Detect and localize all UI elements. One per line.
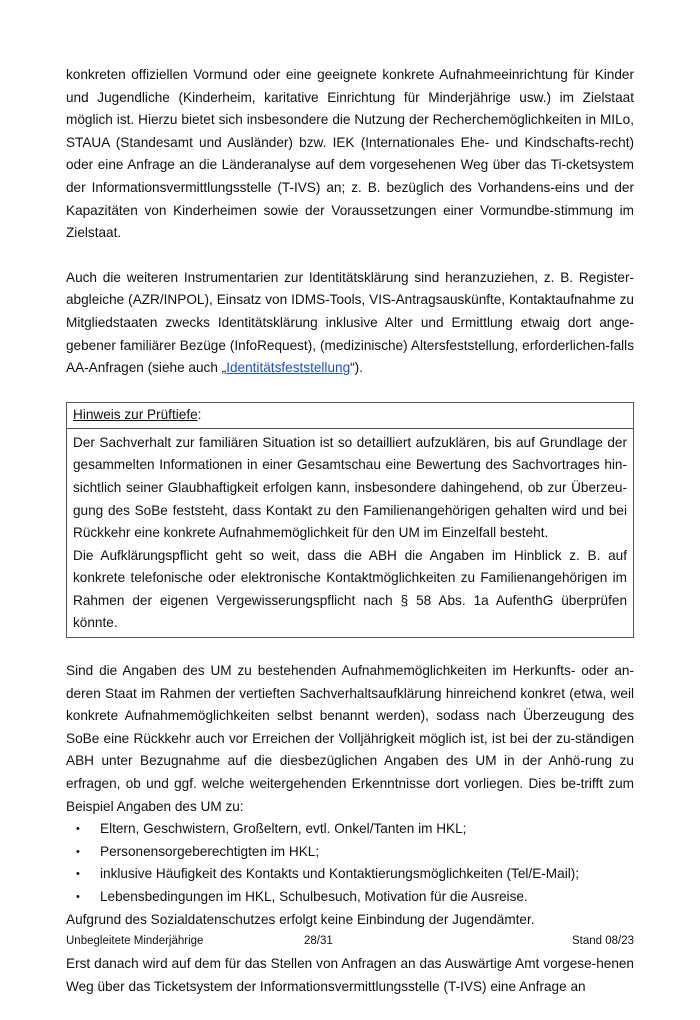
list-item-text: Lebensbedingungen im HKL, Schulbesuch, Motivation für die Ausreise. [100, 889, 528, 904]
hint-box-title: Hinweis zur Prüftiefe [73, 406, 198, 422]
paragraph-vormund: konkreten offiziellen Vormund oder eine geeignete konkrete Aufnahmeeinrichtung für Kinder und Jugendliche (Kinderheim, karitative Einrichtung für Minderjährige usw.) im Zielstaat möglich ist. Hierzu bietet sich insbesondere die Nutzung der Recherchemöglichkeiten in MILo, STAUA (Standesamt und Ausländer) bzw. IEK (Internationales Ehe- und Kindschafts-recht) oder eine Anfrage an die Länderanalyse auf dem vorgesehenen Weg über das Ti-cketsystem der Informationsvermittlungsstelle (T-IVS) an; z. B. bezüglich des Vorhandens-eins und der Kapazitäten von Kinderheimen sowie der Voraussetzungen einer Vormundbe-stimmung im Zielstaat. [66, 67, 634, 241]
footer-page-number: 28/31 [304, 935, 333, 947]
paragraph-identity [66, 267, 634, 380]
paragraph-identity-text: Auch die weiteren Instrumentarien zur Identitätsklärung sind heranzuziehen, z. B. Register-abgleiche (AZR/INPOL), Einsatz von IDMS-Tools, VIS-Antragsauskünfte, Kontaktaufnahme zu Mitgliedstaaten zwecks Identitätsklärung inklusive Alter und Ermittlung etwaig dort ange-gebener familiärer Bezüge (InfoRequest), (medizinische) Altersfeststellung, erforderlichen-falls AA-Anfragen (siehe auch „ [66, 269, 634, 376]
list-item-text: inklusive Häufigkeit des Kontakts und Kontaktierungsmöglichkeiten (Tel/E-Mail); [100, 866, 580, 882]
hint-box-text-2: Die Aufklärungspflicht geht so weit, dass die ABH die Angaben im Hinblick z. B. auf konkrete telefonische oder elektronische Kontaktmöglichkeiten zu Familienangehörigen im Rahmen der eigenen Vergewisserungspflicht nach § 58 Abs. 1a AufenthG überprüfen könnte. [73, 547, 627, 631]
document-body [66, 64, 634, 1020]
footer-version: Stand 08/23 [571, 935, 634, 947]
list-item [66, 841, 634, 864]
paragraph-datenschutz: Aufgrund des Sozialdatenschutzes erfolgt keine Einbindung der Jugendämter. [66, 911, 535, 927]
footer-document-title: Unbegleitete Minderjährige [66, 935, 204, 947]
bullet-glyph: • [76, 868, 80, 881]
hint-box-header [67, 403, 633, 429]
list-item [66, 886, 634, 909]
list-item [66, 863, 634, 886]
paragraph-identity-end: “). [350, 360, 363, 376]
bullet-glyph: • [76, 823, 80, 836]
list-item-text: Eltern, Geschwistern, Großeltern, evtl. Onkel/Tanten im HKL; [100, 821, 467, 837]
paragraph-aufnahme: Sind die Angaben des UM zu bestehenden Aufnahmemöglichkeiten im Herkunfts- oder an-deren Staat im Rahmen der vertieften Sachverhaltsaufklärung hinreichend konkret (etwa, weil konkrete Aufnahmemöglichkeiten selbst benannt werden), sodass nach Überzeugung des SoBe eine Rückkehr auch vor Erreichen der Volljährigkeit möglich ist, ist bei der zu-ständigen ABH unter Bezugnahme auf die diesbezüglichen Angaben des UM in der Anhö-rung zu erfragen, ob und ggf. welche weitergehenden Erkenntnisse dort vorliegen. Dies be-trifft zum Beispiel Angaben des UM zu: [66, 663, 634, 814]
list-item-text: Personensorgeberechtigten im HKL; [100, 843, 320, 859]
list-item [66, 818, 634, 841]
hint-box-title-colon: : [197, 406, 202, 422]
hint-box [66, 402, 634, 638]
bullet-list [66, 818, 634, 908]
bullet-glyph: • [76, 891, 80, 903]
paragraph-anfrage: Erst danach wird auf dem für das Stellen von Anfragen an das Auswärtige Amt vorgese-henen Weg über das Ticketsystem der Informationsvermittlungsstelle (T-IVS) eine Anfrage an [66, 956, 634, 994]
identitaetsfeststellung-link[interactable]: Identitätsfeststellung [226, 360, 351, 376]
hint-box-text-1: Der Sachverhalt zur familiären Situation ist so detailliert aufzuklären, bis auf Grundlage der gesammelten Informationen in einer Gesamtschau eine Bewertung des Sachvortrages hin-sichtlich seiner Glaubhaftigkeit erfolgen kann, insbesondere dahingehend, ob zur Überzeu-gung des SoBe feststeht, dass Kontakt zu den Familienangehörigen gehalten wird und bei Rückkehr eine konkrete Aufnahmemöglichkeit für den UM im Einzelfall besteht. [73, 434, 627, 541]
hint-box-body [67, 429, 633, 637]
bullet-glyph: • [76, 845, 80, 858]
